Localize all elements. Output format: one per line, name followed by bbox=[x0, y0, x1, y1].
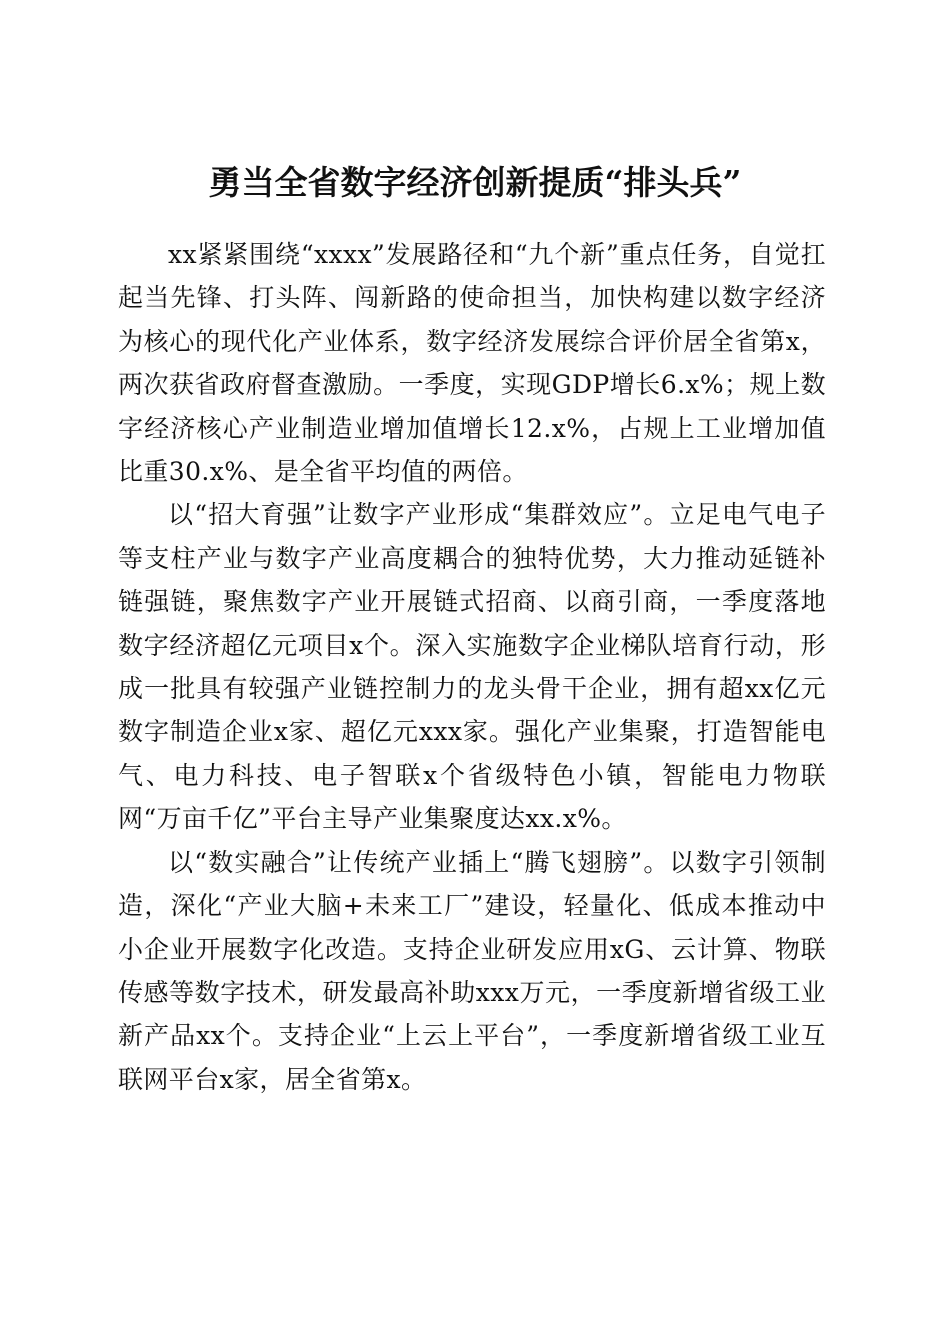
paragraph-digital-integration: 以“数实融合”让传统产业插上“腾飞翅膀”。以数字引领制造，深化“产业大脑+未来工厂”建设，轻量化、低成本推动中小企业开展数字化改造。支持企业研发应用xG、云计算、物联传感等数字技术，研发最高补助xxx万元，一季度新增省级工业新产品xx个。支持企业“上云上平台”，一季度新增省级工业互联网平台x家，居全省第x。 bbox=[118, 847, 826, 1094]
paragraph-digital-industry: 以“招大育强”让数字产业形成“集群效应”。立足电气电子等支柱产业与数字产业高度耦合的独特优势，大力推动延链补链强链，聚焦数字产业开展链式招商、以商引商，一季度落地数字经济超亿元项目x个。深入实施数字企业梯队培育行动，形成一批具有较强产业链控制力的龙头骨干企业，拥有超xx亿元数字制造企业x家、超亿元xxx家。强化产业集聚，打造智能电气、电力科技、电子智联x个省级特色小镇，智能电力物联网“万亩千亿”平台主导产业集聚度达xx.x%。 bbox=[118, 500, 826, 834]
document-body bbox=[118, 233, 826, 1101]
paragraph-intro: xx紧紧围绕“xxxx”发展路径和“九个新”重点任务，自觉扛起当先锋、打头阵、闯新路的使命担当，加快构建以数字经济为核心的现代化产业体系，数字经济发展综合评价居全省第x，两次获省政府督查激励。一季度，实现GDP增长6.x%；规上数字经济核心产业制造业增加值增长12.x%，占规上工业增加值比重30.x%、是全省平均值的两倍。 bbox=[118, 240, 826, 487]
document-title: 勇当全省数字经济创新提质“排头兵” bbox=[208, 163, 742, 203]
